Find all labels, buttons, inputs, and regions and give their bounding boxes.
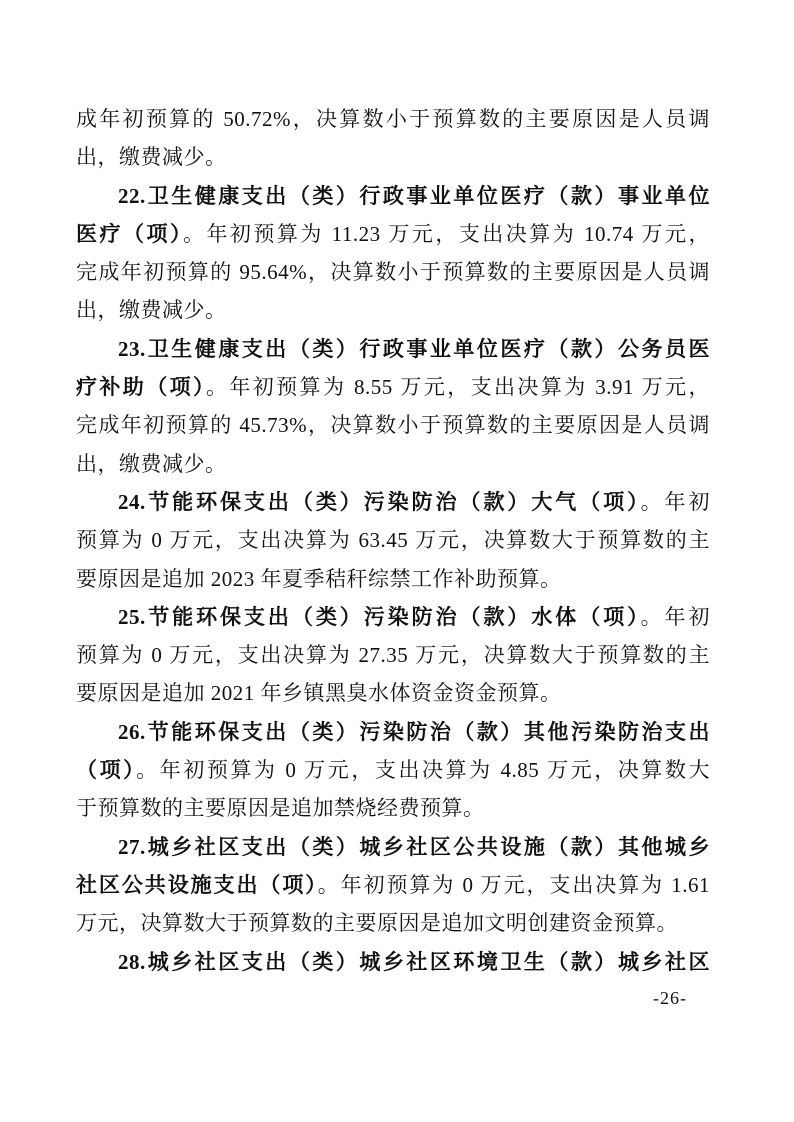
heading-text-run: 23.卫生健康支出（类）行政事业单位医疗（款）公务员医 (118, 336, 710, 361)
heading-text-run: 25.节能环保支出（类）污染防治（款）水体（项） (118, 604, 641, 629)
heading-text-run: （项） (76, 758, 137, 783)
text-line (76, 291, 710, 329)
body-text-run: 。年初预算为 8.55 万元，支出决算为 3.91 万元， (205, 375, 711, 400)
text-line (76, 253, 710, 291)
text-line (76, 100, 710, 138)
paragraph-start-line (76, 828, 710, 866)
text-line (76, 674, 710, 712)
page-number: -26- (653, 988, 687, 1008)
heading-text-run: 疗补助（项） (76, 375, 206, 400)
paragraph-start-line (76, 330, 710, 368)
body-text-run: 要原因是追加 2021 年乡镇黑臭水体资金资金预算。 (76, 681, 562, 706)
body-text-run: 出，缴费减少。 (76, 298, 227, 323)
body-text-run: 预算为 0 万元，支出决算为 27.35 万元，决算数大于预算数的主 (76, 643, 710, 668)
heading-text-run: 社区公共设施支出（项） (76, 872, 318, 897)
body-text-run: 完成年初预算的 45.73%，决算数小于预算数的主要原因是人员调 (76, 413, 710, 438)
text-line (76, 406, 710, 444)
body-text-run: 。年初预算为 0 万元，支出决算为 4.85 万元，决算数大 (136, 758, 711, 783)
text-line (76, 866, 710, 904)
text-line (76, 215, 710, 253)
body-text-run: 出，缴费减少。 (76, 145, 227, 170)
heading-text-run: 医疗（项） (76, 221, 183, 246)
heading-text-run: 26.节能环保支出（类）污染防治（款）其他污染防治支出 (118, 719, 710, 744)
text-line (76, 445, 710, 483)
body-text-run: 。年初 (640, 604, 711, 629)
text-line (76, 636, 710, 674)
text-line (76, 138, 710, 176)
heading-text-run: 28.城乡社区支出（类）城乡社区环境卫生（款）城乡社区 (118, 949, 710, 974)
text-line (76, 789, 710, 827)
body-text-run: 。年初预算为 11.23 万元，支出决算为 10.74 万元， (182, 221, 710, 246)
text-line (76, 521, 710, 559)
body-text-run: 。年初 (640, 489, 711, 514)
text-line (76, 368, 710, 406)
body-text-run: 预算为 0 万元，支出决算为 63.45 万元，决算数大于预算数的主 (76, 528, 710, 553)
text-line (76, 560, 710, 598)
body-text-run: 完成年初预算的 95.64%，决算数小于预算数的主要原因是人员调 (76, 260, 710, 285)
body-text-run: 万元，决算数大于预算数的主要原因是追加文明创建资金预算。 (76, 911, 678, 936)
body-text-run: 出，缴费减少。 (76, 451, 227, 476)
paragraph-start-line (76, 943, 710, 981)
paragraph-start-line (76, 598, 710, 636)
heading-text-run: 24.节能环保支出（类）污染防治（款）大气（项） (118, 489, 641, 514)
paragraph-start-line (76, 483, 710, 521)
body-text-run: 要原因是追加 2023 年夏季秸秆综禁工作补助预算。 (76, 566, 562, 591)
text-line (76, 751, 710, 789)
heading-text-run: 27.城乡社区支出（类）城乡社区公共设施（款）其他城乡 (118, 834, 710, 859)
text-line (76, 904, 710, 942)
heading-text-run: 22.卫生健康支出（类）行政事业单位医疗（款）事业单位 (118, 183, 710, 208)
paragraph-start-line (76, 177, 710, 215)
paragraph-start-line (76, 713, 710, 751)
document-body (76, 100, 710, 981)
body-text-run: 成年初预算的 50.72%，决算数小于预算数的主要原因是人员调 (76, 107, 710, 131)
body-text-run: 。年初预算为 0 万元，支出决算为 1.61 (317, 872, 711, 897)
body-text-run: 于预算数的主要原因是追加禁烧经费预算。 (76, 796, 485, 821)
